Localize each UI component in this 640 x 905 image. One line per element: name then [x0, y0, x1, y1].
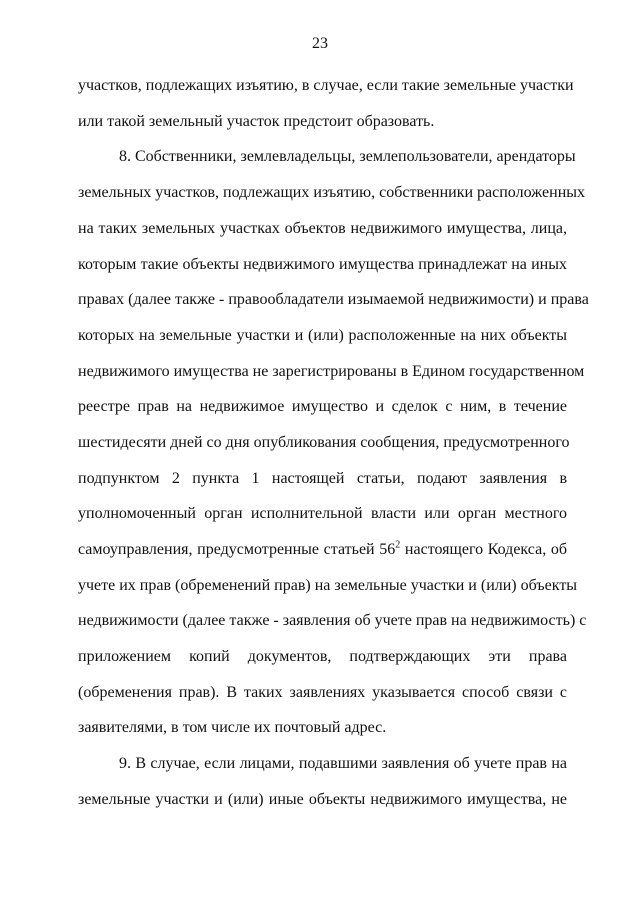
- text-line: участков, подлежащих изъятию, в случае, если такие земельные участки: [78, 77, 574, 94]
- text-segment: самоуправления, предусмотренные статьей 56: [78, 541, 396, 558]
- text-line: подпунктом 2 пункта 1 настоящей статьи, подают заявления в: [78, 470, 567, 487]
- text-line: на таких земельных участках объектов недвижимого имущества, лица,: [78, 220, 567, 237]
- text-line: 8. Собственники, землевладельцы, землепользователи, арендаторы: [119, 148, 576, 165]
- text-line: которым такие объекты недвижимого имущества принадлежат на иных: [78, 256, 567, 273]
- text-line: реестре прав на недвижимое имущество и сделок с ним, в течение: [78, 398, 567, 415]
- text-line: шестидесяти дней со дня опубликования сообщения, предусмотренного: [78, 434, 570, 451]
- text-line: земельных участков, подлежащих изъятию, собственники расположенных: [78, 184, 585, 201]
- text-line: правах (далее также - правообладатели изымаемой недвижимости) и права: [78, 291, 589, 308]
- text-line: недвижимости (далее также - заявления об учете прав на недвижимость) с: [78, 612, 587, 629]
- text-line: или такой земельный участок предстоит образовать.: [78, 113, 435, 130]
- text-line: 9. В случае, если лицами, подавшими заявления об учете прав на: [119, 755, 567, 772]
- text-line: которых на земельные участки и (или) расположенные на них объекты: [78, 327, 567, 344]
- superscript: 2: [395, 539, 401, 551]
- text-line-with-superscript: [78, 540, 567, 560]
- text-line: приложением копий документов, подтверждающих эти права: [78, 648, 567, 665]
- text-segment: настоящего Кодекса, об: [400, 541, 567, 558]
- text-line: недвижимого имущества не зарегистрированы в Едином государственном: [78, 363, 585, 380]
- text-line: земельные участки и (или) иные объекты недвижимого имущества, не: [78, 791, 567, 808]
- text-line: учете их прав (обременений прав) на земельные участки и (или) объекты: [78, 577, 578, 594]
- text-line: (обременения прав). В таких заявлениях указывается способ связи с: [78, 684, 567, 701]
- text-line: уполномоченный орган исполнительной власти или орган местного: [78, 505, 567, 522]
- page-number: 23: [312, 35, 328, 52]
- text-line: заявителями, в том числе их почтовый адрес.: [78, 719, 387, 736]
